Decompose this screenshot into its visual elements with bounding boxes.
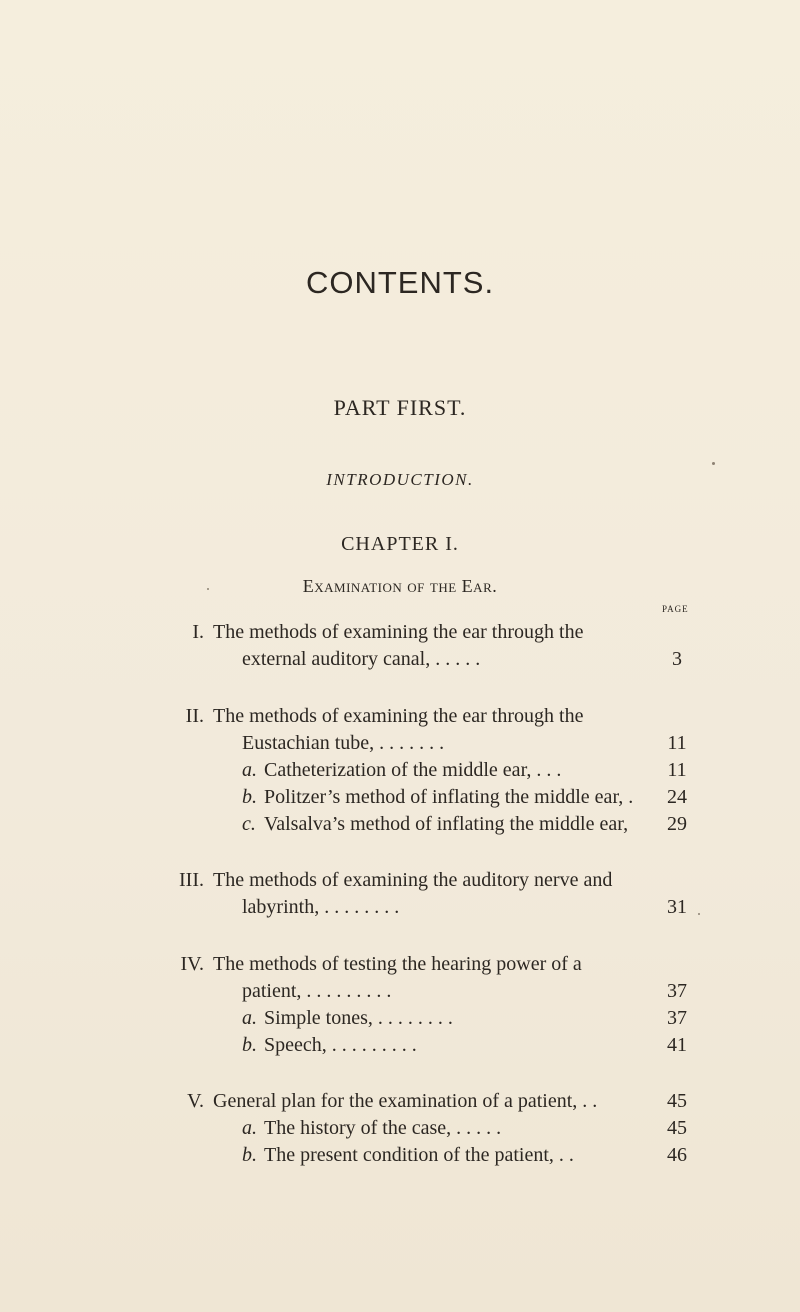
toc-entry-text: The methods of examining the ear through the: [213, 621, 584, 643]
part-heading: PART FIRST.: [333, 395, 467, 420]
chapter-subtitle: Examination of the Ear.: [302, 576, 498, 596]
chapter-heading: CHAPTER I.: [341, 533, 459, 555]
paper-speck: [698, 913, 700, 915]
toc-page-number: 45: [667, 1090, 687, 1112]
toc-page-number: 31: [667, 896, 687, 918]
toc-subentry-text: The history of the case, . . . . .: [264, 1117, 502, 1139]
toc-subentry-letter: a.: [242, 759, 257, 781]
page-column-label: PAGE: [662, 604, 689, 614]
toc-entry-text: labyrinth, . . . . . . . .: [242, 896, 400, 918]
toc-entry-text: Eustachian tube, . . . . . . .: [242, 732, 445, 754]
introduction-heading: INTRODUCTION.: [326, 470, 474, 489]
toc-entry-text: The methods of examining the auditory nerve and: [213, 869, 613, 891]
toc-entry-numeral: I.: [192, 621, 204, 643]
toc-subentry-text: Speech, . . . . . . . . .: [264, 1034, 417, 1056]
toc-subentry-letter: a.: [242, 1007, 257, 1029]
toc-subentry-letter: a.: [242, 1117, 257, 1139]
toc-page-number: 46: [667, 1144, 687, 1166]
toc-subentry-text: The present condition of the patient, . .: [264, 1144, 574, 1166]
contents-heading: CONTENTS.: [305, 265, 495, 300]
toc-entry-numeral: III.: [179, 869, 204, 891]
toc-subentry-letter: b.: [242, 786, 257, 808]
toc-page-number: 3: [672, 648, 682, 670]
toc-page-number: 41: [667, 1034, 687, 1056]
toc-entry-numeral: V.: [187, 1090, 204, 1112]
toc-entry-text: The methods of examining the ear through the: [213, 705, 584, 727]
toc-subentry-text: Simple tones, . . . . . . . .: [264, 1007, 453, 1029]
toc-page-number: 11: [667, 732, 687, 754]
toc-page-number: 11: [667, 759, 687, 781]
toc-page-number: 45: [667, 1117, 687, 1139]
toc-subentry-letter: b.: [242, 1034, 257, 1056]
toc-subentry-text: Catheterization of the middle ear, . . .: [264, 759, 562, 781]
toc-page-number: 29: [667, 813, 687, 835]
toc-entry-text: patient, . . . . . . . . .: [242, 980, 392, 1002]
toc-page-number: 37: [667, 980, 687, 1002]
toc-entry-numeral: II.: [185, 705, 204, 727]
paper-speck: [207, 588, 209, 590]
toc-subentry-text: Valsalva’s method of inflating the middle ear,: [264, 813, 629, 835]
toc-entry-text: external auditory canal, . . . . .: [242, 648, 481, 670]
toc-page-number: 37: [667, 1007, 687, 1029]
toc-entry-text: General plan for the examination of a patient, . .: [213, 1090, 598, 1112]
toc-subentry-letter: b.: [242, 1144, 257, 1166]
toc-page-number: 24: [667, 786, 687, 808]
toc-entry-text: The methods of testing the hearing power of a: [213, 953, 582, 975]
toc-entry-numeral: IV.: [180, 953, 204, 975]
paper-speck: [712, 462, 715, 465]
toc-subentry-text: Politzer’s method of inflating the middle ear, .: [264, 786, 634, 808]
toc-subentry-letter: c.: [242, 813, 256, 835]
